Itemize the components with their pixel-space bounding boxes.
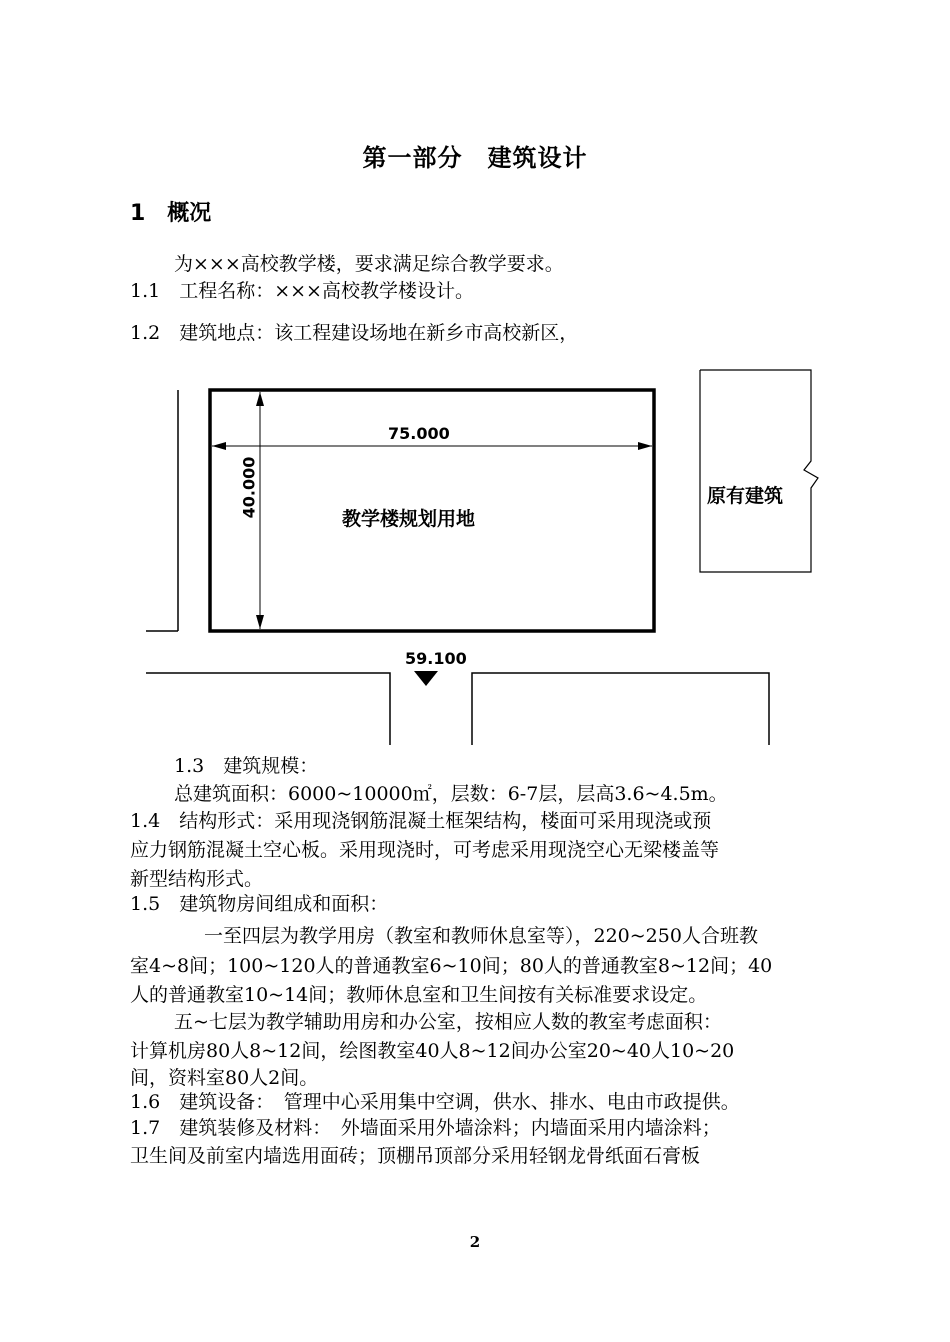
page-title: 第一部分 建筑设计 [362,144,588,172]
floors-5-7-line-1: 五~七层为教学辅助用房和办公室，按相应人数的教室考虑面积： [174,1011,722,1033]
item-1-3: 1.3 建筑规模： [174,755,319,777]
floors-5-7-line-2: 计算机房80人8~12间，绘图教室40人8~12间办公室20~40人10~20 [130,1040,735,1062]
floors-1-4-line-1: 一至四层为教学用房（教室和教师休息室等），220~250人合班教 [204,925,758,947]
floors-1-4-line-2: 室4~8间；100~120人的普通教室6~10间；80人的普通教室8~12间；40 [130,955,773,977]
existing-building-label: 原有建筑 [707,485,784,507]
item-1-7-line-2: 卫生间及前室内墙选用面砖；顶棚吊顶部分采用轻钢龙骨纸面石膏板 [130,1145,701,1167]
item-1-4-line-1: 1.4 结构形式：采用现浇钢筋混凝土框架结构，楼面可采用现浇或预 [130,810,712,832]
item-1-2: 1.2 建筑地点：该工程建设场地在新乡市高校新区， [130,322,579,344]
item-1-6: 1.6 建筑设备： 管理中心采用集中空调，供水、排水、电由市政提供。 [130,1091,740,1113]
floors-5-7-line-3: 间，资料室80人2间。 [130,1067,319,1089]
width-dimension-label: 75.000 [388,424,450,443]
item-1-4-line-3: 新型结构形式。 [130,868,264,890]
item-1-4-line-2: 应力钢筋混凝土空心板。采用现浇时，可考虑采用现浇空心无梁楼盖等 [130,839,720,861]
item-1-5: 1.5 建筑物房间组成和面积： [130,893,389,915]
existing-building [700,370,818,572]
intro-paragraph: 为×××高校教学楼，要求满足综合教学要求。 [174,253,564,275]
area-line: 总建筑面积：6000~10000㎡，层数：6-7层，层高3.6~4.5m。 [174,783,728,805]
height-dimension-label: 40.000 [239,456,259,519]
section-heading: 1 概况 [130,201,212,226]
page-number: 2 [469,1233,481,1251]
elevation-label: 59.100 [405,649,467,668]
elevation-marker-icon [414,671,438,686]
item-1-1: 1.1 工程名称：×××高校教学楼设计。 [130,280,474,302]
site-label: 教学楼规划用地 [342,508,476,530]
item-1-7-line-1: 1.7 建筑装修及材料： 外墙面采用外墙涂料；内墙面采用内墙涂料； [130,1117,721,1139]
floors-1-4-line-3: 人的普通教室10~14间；教师休息室和卫生间按有关标准要求设定。 [130,984,708,1006]
